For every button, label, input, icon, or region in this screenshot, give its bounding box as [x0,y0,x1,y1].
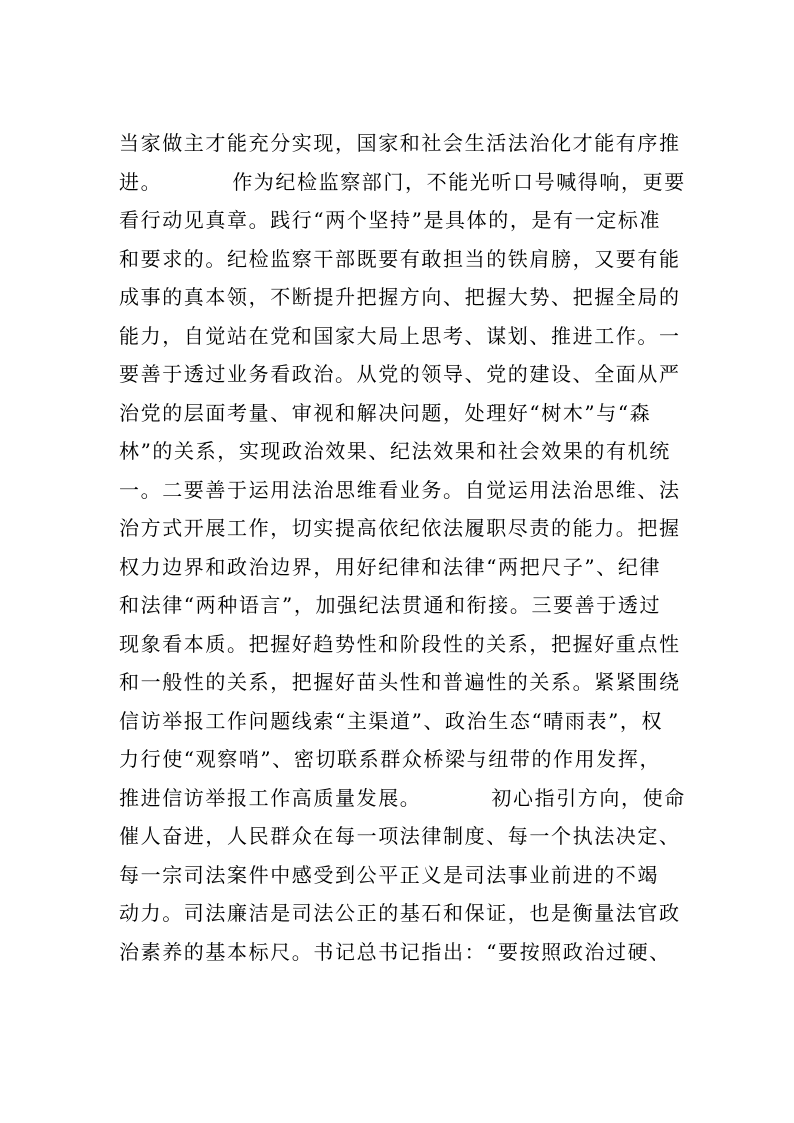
text-line [119,856,689,895]
line-text: 林”的关系，实现政治效果、纪法效果和社会效果的有机统 [119,439,671,463]
line-text: 看行动见真章。践行“两个坚持”是具体的，是有一定标准 [119,208,662,232]
line-text: 和要求的。纪检监察干部既要有敢担当的铁肩膀，又要有能 [119,246,681,271]
text-line [119,740,689,779]
text-line [119,432,689,471]
line-text: 治素养的基本标尺。书记总书记指出：“要按照政治过硬、 [119,939,671,964]
text-line [119,548,689,587]
text-line [119,278,689,317]
line-text: 作为纪检监察部门，不能光听口号喊得响，更要 [232,169,686,194]
text-line [119,817,689,856]
line-text: 初心指引方向，使命 [491,785,686,810]
line-text: 治方式开展工作，切实提高依纪依法履职尽责的能力。把握 [119,516,681,540]
line-text: 动力。司法廉洁是司法公正的基石和保证，也是衡量法官政 [119,901,681,925]
text-line [119,163,689,202]
line-text: 进。 [119,169,163,194]
line-text: 现象看本质。把握好趋势性和阶段性的关系，把握好重点性 [119,631,681,656]
line-text: 每一宗司法案件中感受到公平正义是司法事业前进的不竭 [119,862,659,887]
text-line [119,124,689,163]
line-text: 治党的层面考量、审视和解决问题，处理好“树木”与“森 [119,400,652,425]
text-line [119,933,689,972]
line-text: 权力边界和政治边界，用好纪律和法律“两把尺子”、纪律 [119,554,662,579]
line-text: 力行使“观察哨”、密切联系群众桥梁与纽带的作用发挥， [119,747,662,771]
line-text: 推进信访举报工作高质量发展。 [119,785,422,810]
line-text: 要善于透过业务看政治。从党的领导、党的建设、全面从严 [119,362,681,386]
line-text: 当家做主才能充分实现，国家和社会生活法治化才能有序推 [119,131,681,155]
text-line [119,201,689,240]
body-text [119,124,689,971]
text-line [119,625,689,664]
text-line [119,317,689,356]
line-text: 能力，自觉站在党和国家大局上思考、谋划、推进工作。一 [119,323,681,348]
text-line [119,240,689,279]
text-line [119,509,689,548]
text-line [119,779,689,818]
line-text: 催人奋进，人民群众在每一项法律制度、每一个执法决定、 [119,824,681,848]
text-line [119,355,689,394]
line-text: 和一般性的关系，把握好苗头性和普遍性的关系。紧紧围绕 [119,670,681,694]
line-text: 信访举报工作问题线索“主渠道”、政治生态“晴雨表”，权 [119,708,664,733]
text-line [119,894,689,933]
text-line [119,586,689,625]
text-line [119,702,689,741]
text-line [119,663,689,702]
line-text: 和法律“两种语言”，加强纪法贯通和衔接。三要善于透过 [119,593,662,617]
line-text: 成事的真本领，不断提升把握方向、把握大势、把握全局的 [119,285,681,309]
text-line [119,394,689,433]
line-text: 一。二要善于运用法治思维看业务。自觉运用法治思维、法 [119,477,681,502]
text-line [119,471,689,510]
